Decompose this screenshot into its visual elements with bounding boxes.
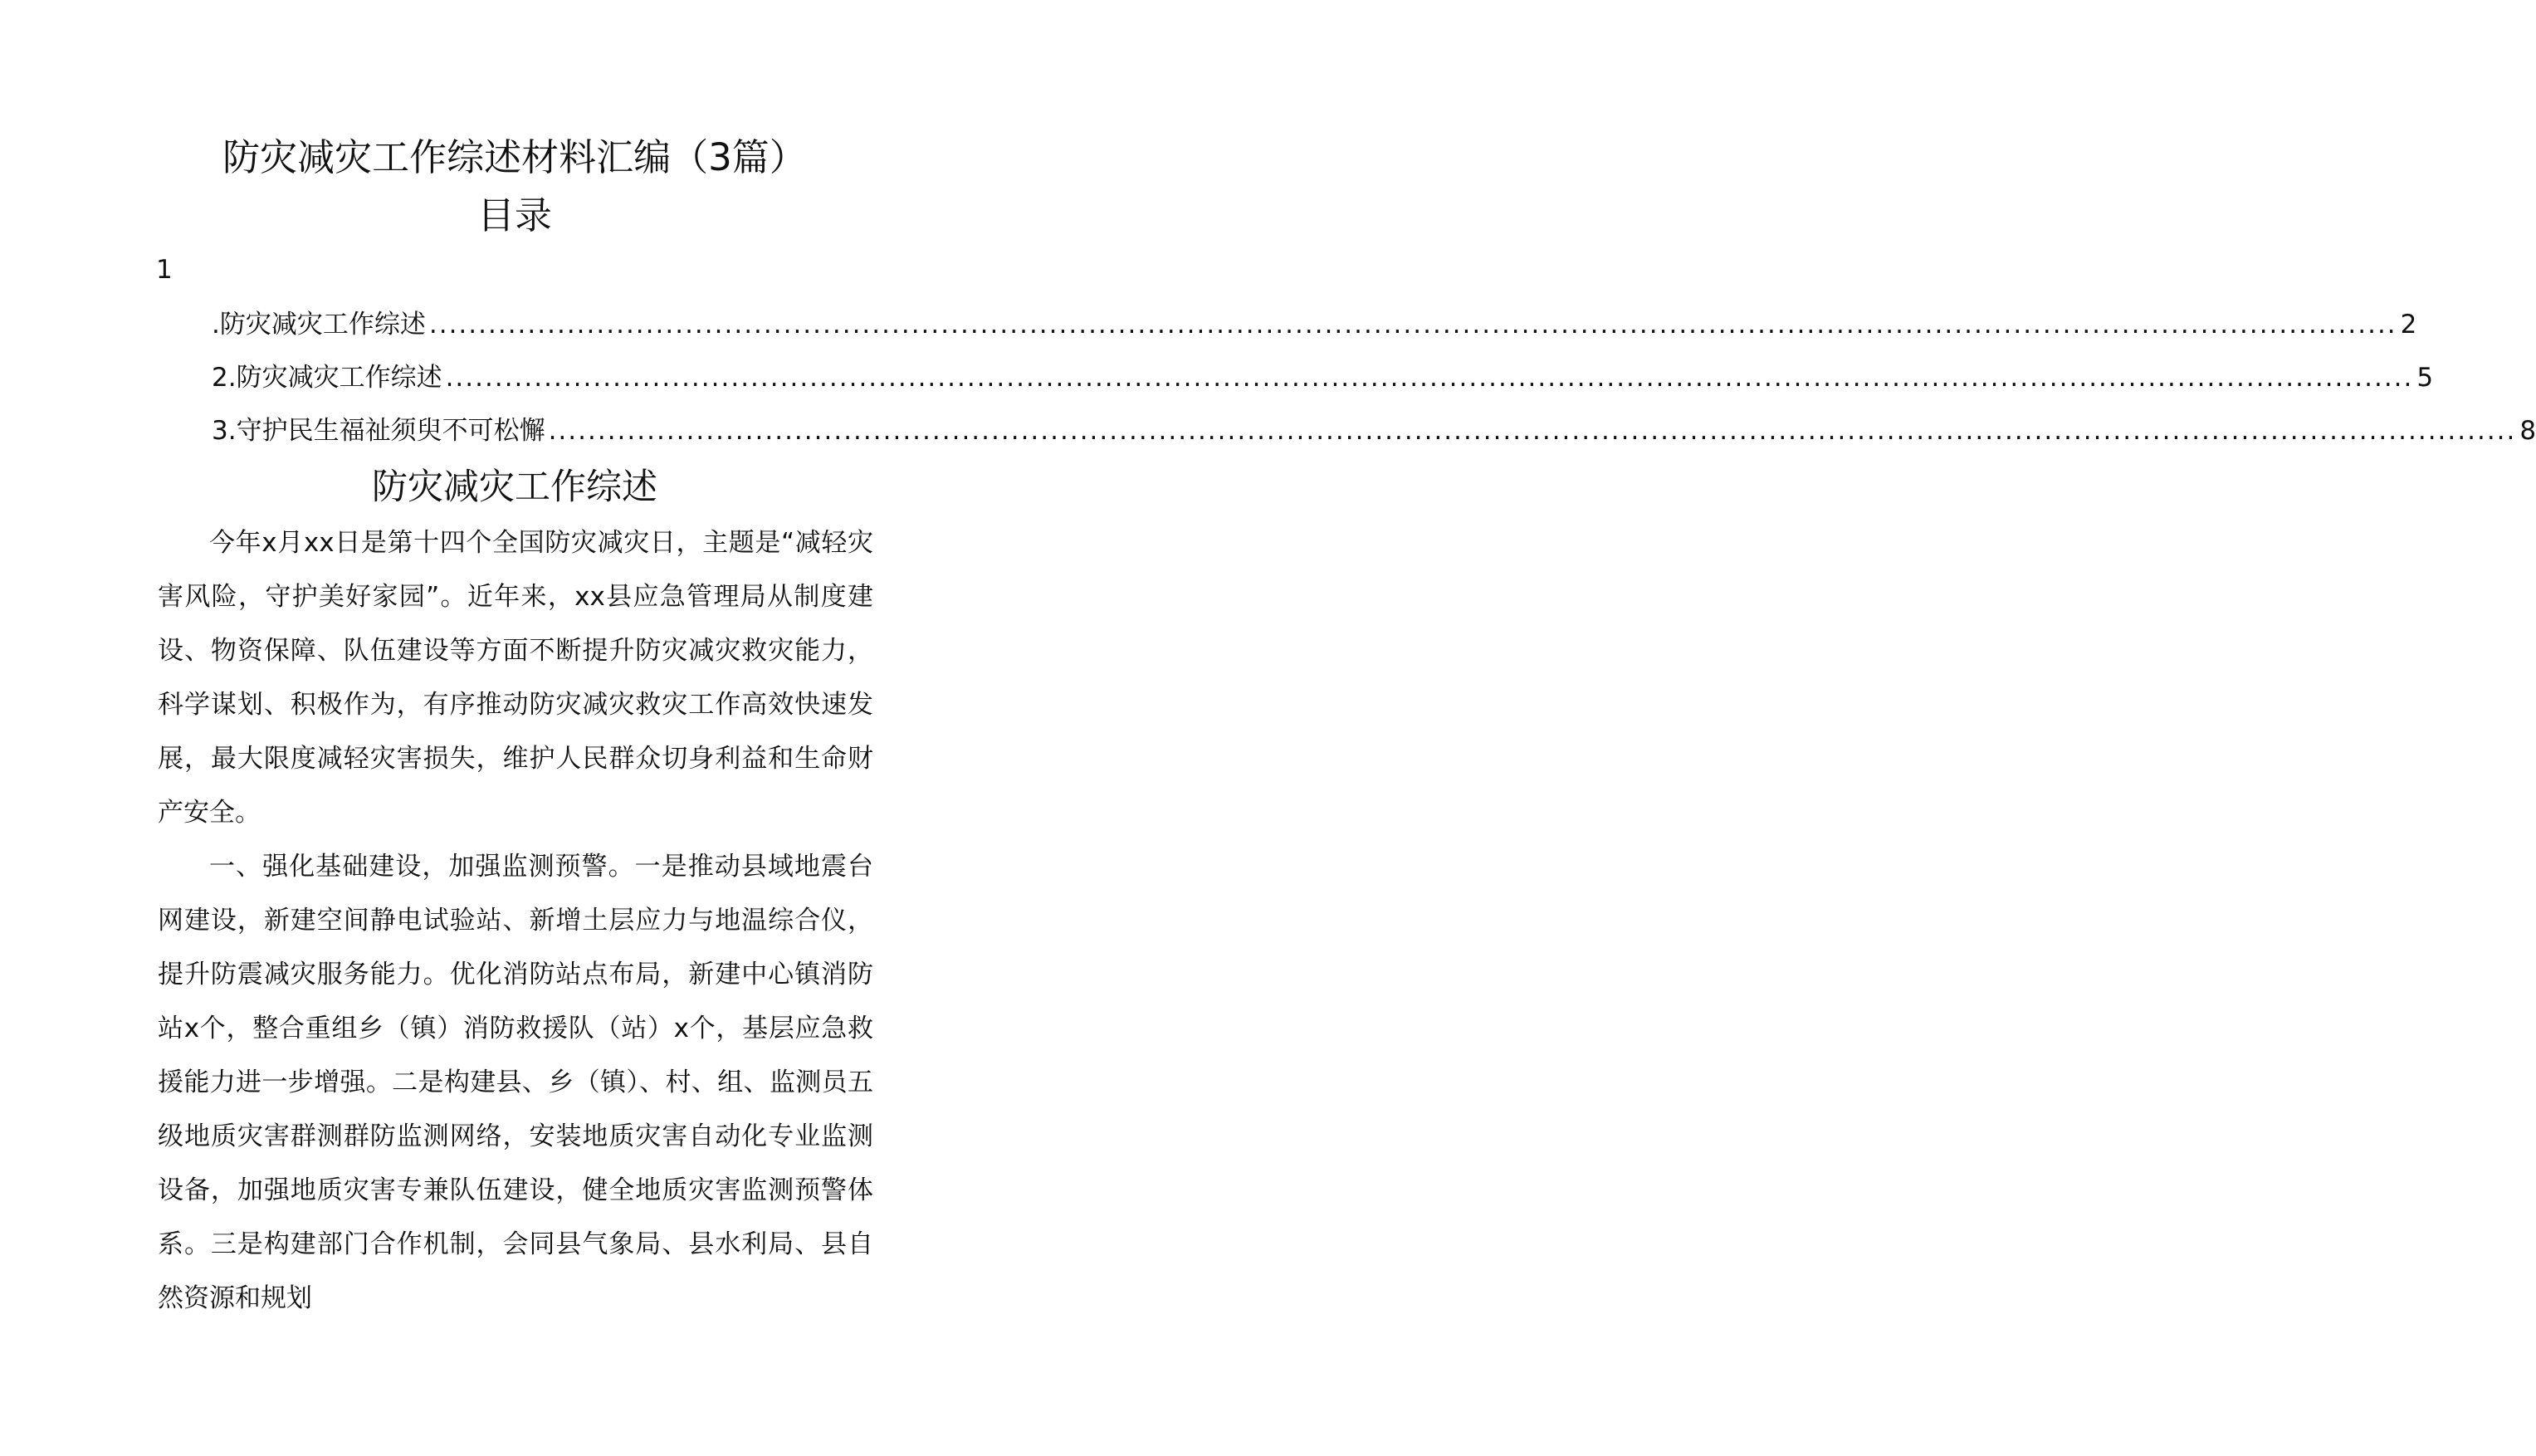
toc-entry-page: 5 (2416, 363, 2434, 393)
body-paragraph: 今年x月xx日是第十四个全国防灾减灾日，主题是“减轻灾害风险，守护美好家园”。近年来，xx县应急管理局从制度建设、物资保障、队伍建设等方面不断提升防灾减灾救灾能力，科学谋划、积极作为，有序推动防灾减灾救灾工作高效快速发展，最大限度减轻灾害损失，维护人民群众切身利益和生命财产安全。 (158, 528, 873, 828)
document-title: 防灾减灾工作综述材料汇编（3篇） (222, 135, 807, 179)
toc-heading: 目录 (476, 193, 552, 237)
toc-entry[interactable] (212, 306, 2417, 343)
toc-entry-page: 2 (2400, 310, 2417, 340)
toc-entry-page: 8 (2519, 416, 2536, 446)
article-title: 防灾减灾工作综述 (372, 467, 657, 508)
toc-entry[interactable] (212, 413, 2536, 449)
toc-leader-dots: ........................................................................................................................................................................................................ (445, 363, 2414, 393)
toc-leader-dots: ........................................................................................................................................................................................................ (548, 416, 2517, 446)
toc-first-number: 1 (156, 255, 173, 285)
toc-entry[interactable] (212, 359, 2434, 396)
body-paragraph-block (158, 516, 873, 840)
toc-leader-dots: ........................................................................................................................................................................................................ (428, 310, 2397, 340)
toc-entry-label: 2.防灾减灾工作综述 (212, 363, 442, 393)
body-paragraph: 一、强化基础建设，加强监测预警。一是推动县域地震台网建设，新建空间静电试验站、新增土层应力与地温综合仪，提升防震减灾服务能力。优化消防站点布局，新建中心镇消防站x个，整合重组乡（镇）消防救援队（站）x个，基层应急救援能力进一步增强。二是构建县、乡（镇）、村、组、监测员五级地质灾害群测群防监测网络，安装地质灾害自动化专业监测设备，加强地质灾害专兼队伍建设，健全地质灾害监测预警体系。三是构建部门合作机制，会同县气象局、县水利局、县自然资源和规划 (158, 852, 873, 1313)
toc-entry-label: .防灾减灾工作综述 (212, 310, 426, 340)
body-paragraph-block (158, 840, 873, 1326)
toc-entry-label: 3.守护民生福祉须臾不可松懈 (212, 416, 545, 446)
